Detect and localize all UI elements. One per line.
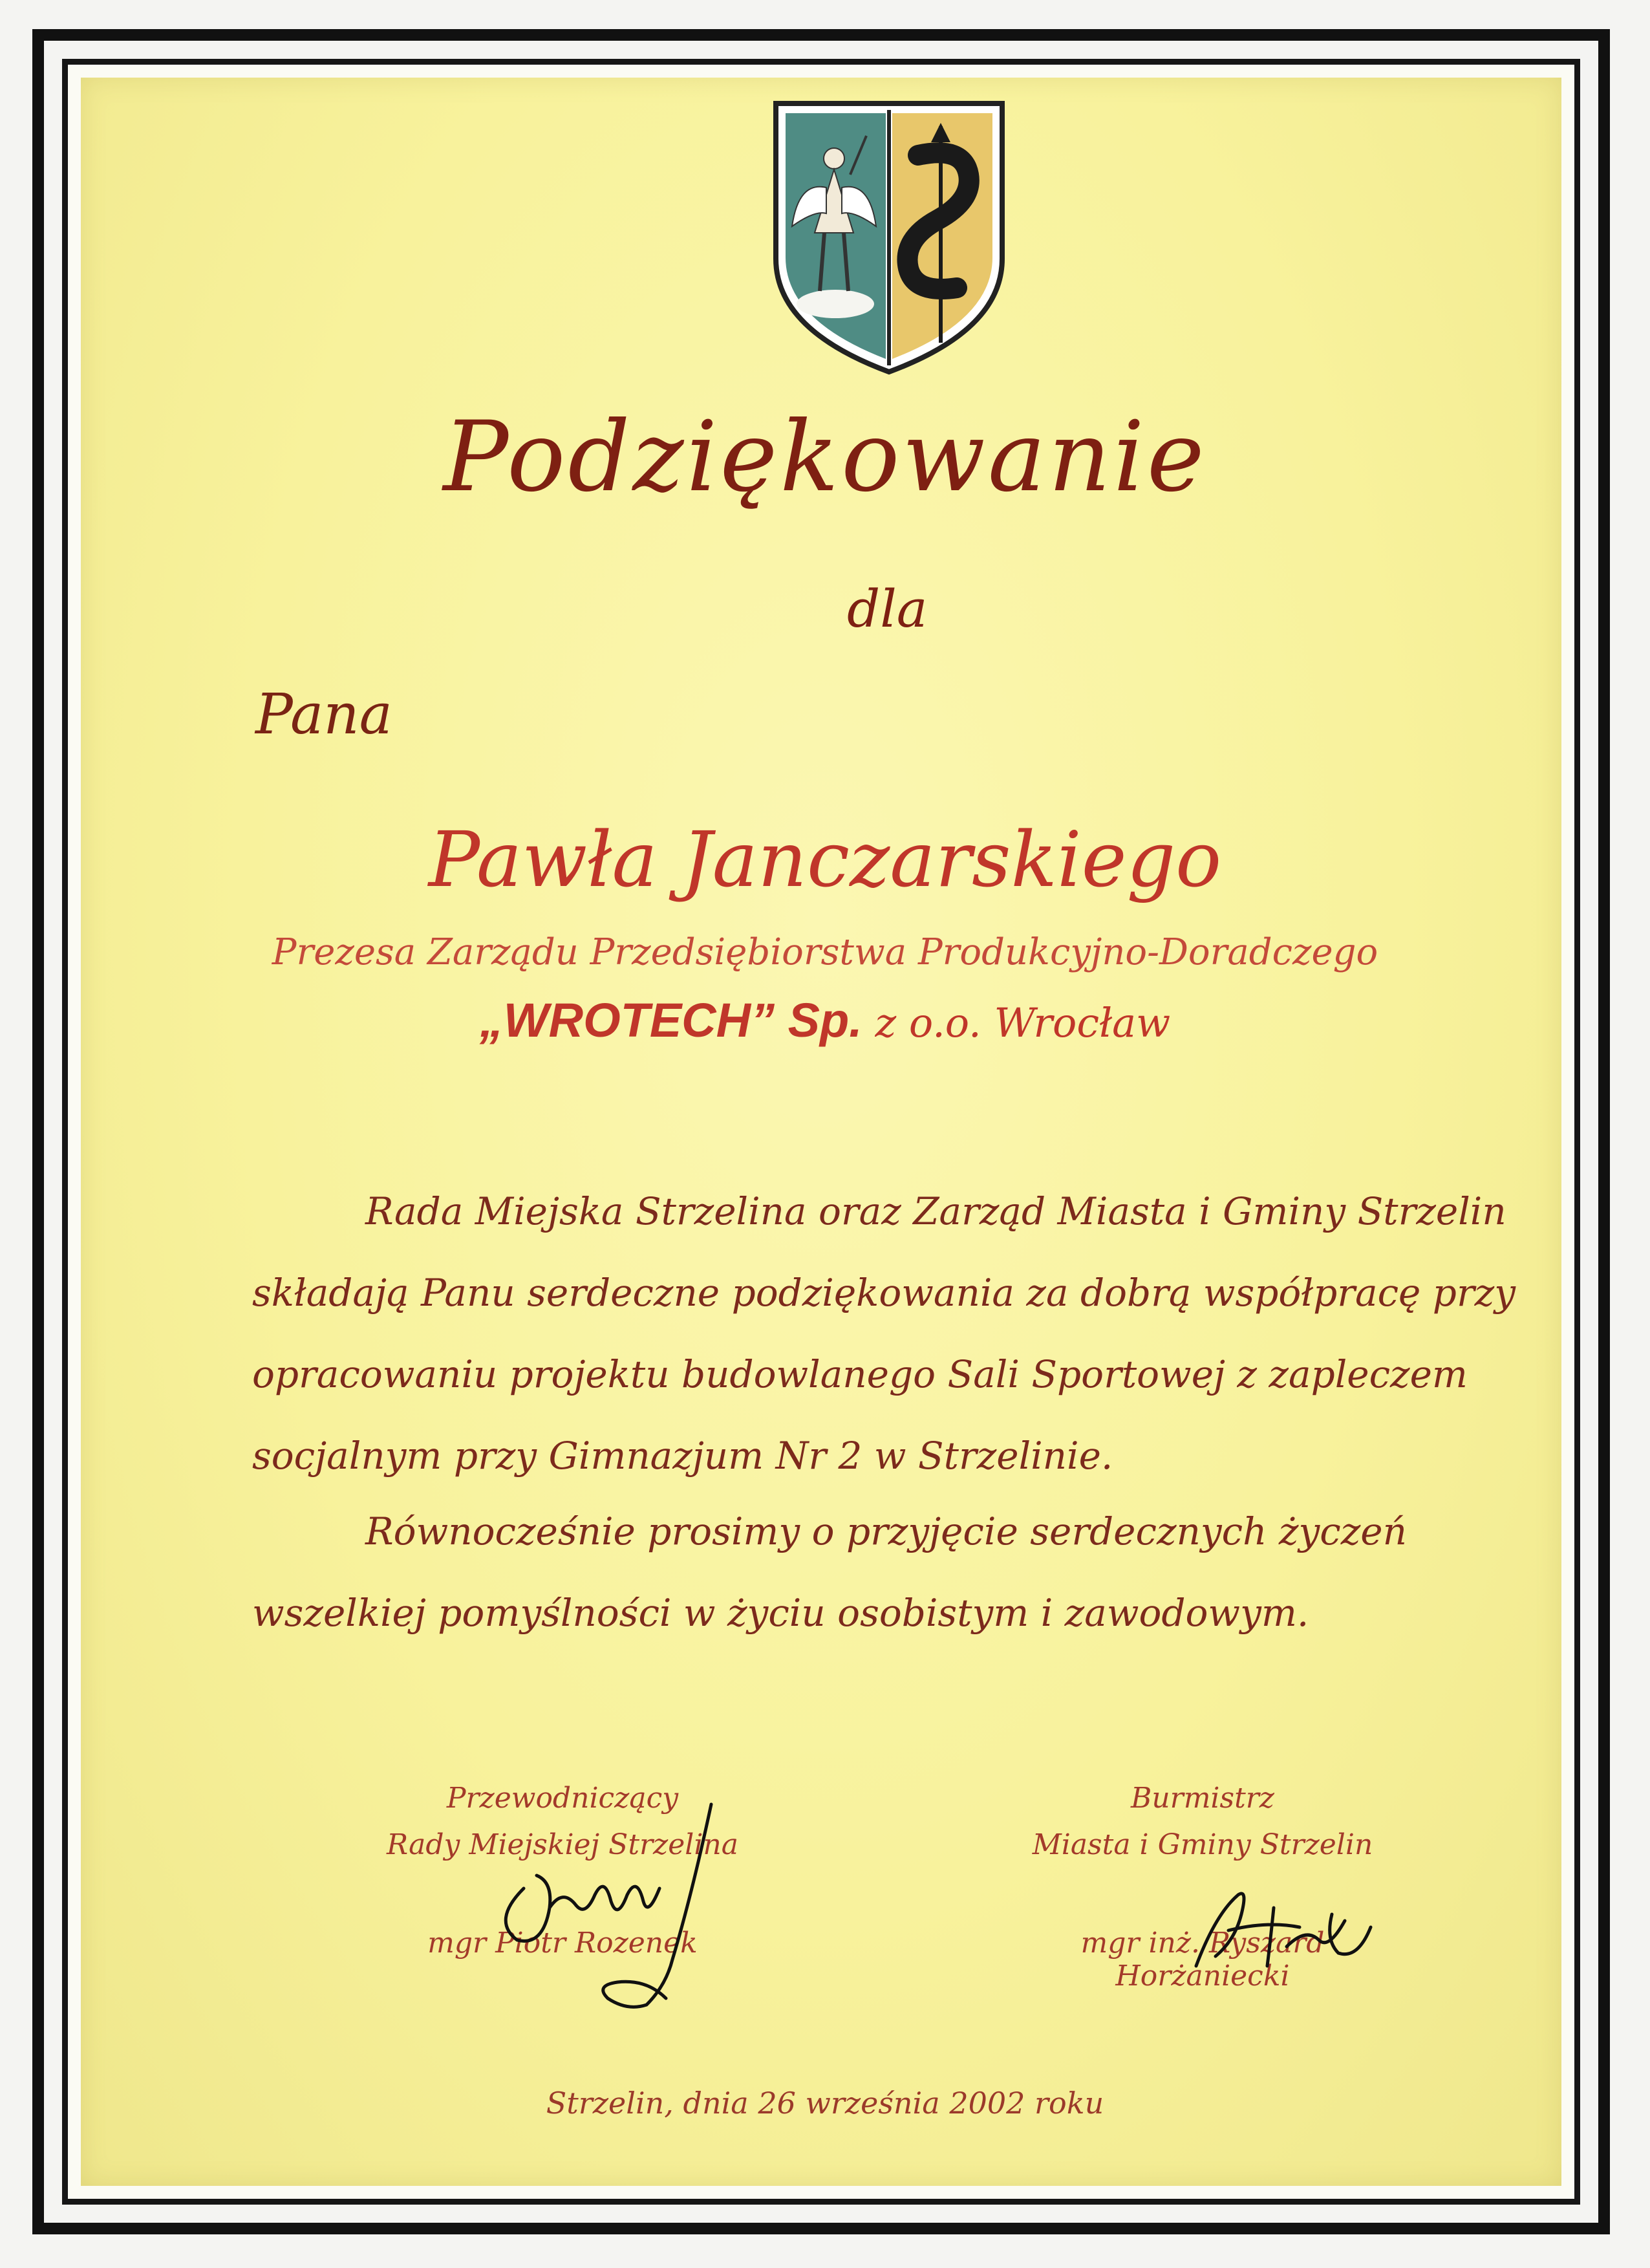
company-name: „WROTECH” Sp. bbox=[479, 993, 862, 1047]
wishes-paragraph: Równocześnie prosimy o przyjęcie serdecznych życzeń wszelkiej pomyślności w życiu osobistym i zawodowym. bbox=[252, 1509, 1407, 1635]
signatory-role-line-1: Burmistrz bbox=[1131, 1782, 1274, 1815]
signatory-name: mgr Piotr Rozenek bbox=[427, 1927, 698, 1960]
for-word: dla bbox=[847, 579, 928, 639]
signatory-role-line-2: Rady Miejskiej Strzelina bbox=[387, 1828, 738, 1861]
signatory-name: mgr inż. Ryszard Horżaniecki bbox=[1080, 1927, 1325, 1993]
recipient-position: Prezesa Zarządu Przedsiębiorstwa Produkcyjno-Doradczego bbox=[272, 931, 1378, 973]
handwritten-signature-left bbox=[478, 1791, 750, 2018]
certificate-title: Podziękowanie bbox=[443, 401, 1207, 513]
company-suffix: z o.o. Wrocław bbox=[875, 999, 1171, 1046]
recipient-name: Pawła Janczarskiego bbox=[428, 815, 1222, 904]
signatory-role-line-2: Miasta i Gminy Strzelin bbox=[1032, 1828, 1373, 1861]
handwritten-signature-right bbox=[1177, 1869, 1384, 1985]
recipient-company-line bbox=[0, 993, 1650, 1048]
signatory-role-line-1: Przewodniczący bbox=[446, 1782, 679, 1815]
thanks-paragraph: Rada Miejska Strzelina oraz Zarząd Miasta i Gminy Strzelin składają Panu serdeczne podziękowania za dobrą współpracę przy opracowaniu projektu budowlanego Sali Sportowej z zapleczem socjalnym przy Gimnazjum Nr 2 w Strzelinie. bbox=[252, 1189, 1516, 1478]
coat-of-arms-icon bbox=[763, 97, 1015, 375]
place-and-date: Strzelin, dnia 26 września 2002 roku bbox=[546, 2086, 1104, 2121]
salutation: Pana bbox=[255, 682, 392, 747]
